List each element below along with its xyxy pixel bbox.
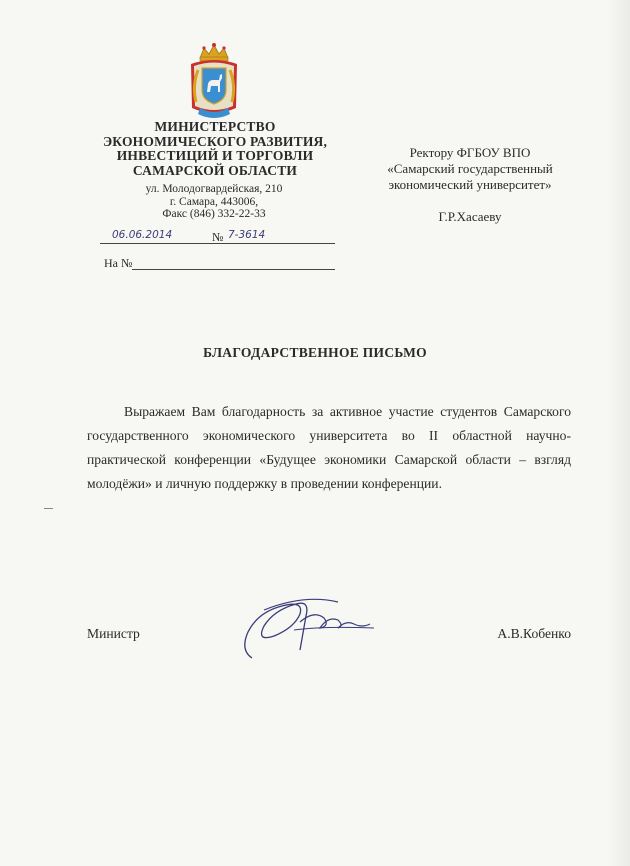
reference-label: На № <box>104 256 133 270</box>
ministry-address <box>130 183 298 221</box>
ministry-line: МИНИСТЕРСТВО <box>154 119 276 134</box>
address-fax: Факс (846) 332-22-33 <box>162 208 266 220</box>
signatory-title: Министр <box>87 626 140 641</box>
samara-coat-of-arms-icon <box>186 42 242 122</box>
recipient-line: Ректору ФГБОУ ВПО <box>409 145 531 160</box>
ministry-line: ЭКОНОМИЧЕСКОГО РАЗВИТИЯ, <box>102 133 328 149</box>
outgoing-number-line <box>100 230 335 244</box>
reference-underline <box>132 269 335 270</box>
recipient-name: Г.Р.Хасаеву <box>438 209 502 224</box>
recipient-block <box>370 145 570 225</box>
signatory-name: А.В.Кобенко <box>497 626 571 641</box>
ministry-line: ИНВЕСТИЦИЙ И ТОРГОВЛИ <box>116 148 314 163</box>
recipient-line: «Самарский государственный <box>387 161 553 176</box>
outgoing-number-label: № <box>212 230 224 244</box>
page-edge-shadow <box>608 0 630 866</box>
signature-row <box>87 626 571 646</box>
reference-number-line <box>104 256 335 270</box>
outgoing-number: 7-3614 <box>228 229 266 241</box>
document-title: БЛАГОДАРСТВЕННОЕ ПИСЬМО <box>203 345 427 360</box>
ministry-line: САМАРСКОЙ ОБЛАСТИ <box>132 162 298 178</box>
outgoing-date: 06.06.2014 <box>112 229 173 241</box>
recipient-line: экономический университет» <box>388 177 552 192</box>
margin-mark <box>44 508 53 509</box>
handwritten-signature <box>234 580 384 670</box>
address-city: г. Самара, 443006, <box>169 195 259 208</box>
ministry-name <box>100 120 330 178</box>
letter-body <box>87 400 571 496</box>
letter-body-text: Выражаем Вам благодарность за активное участие студентов Самарского государственного экономического университета во II областной научно-практической конференции «Будущее экономики Самарской области – взгляд молодёжи» и личную поддержку в проведении конференции. <box>87 404 571 491</box>
address-street: ул. Молодогвардейская, 210 <box>145 183 283 195</box>
